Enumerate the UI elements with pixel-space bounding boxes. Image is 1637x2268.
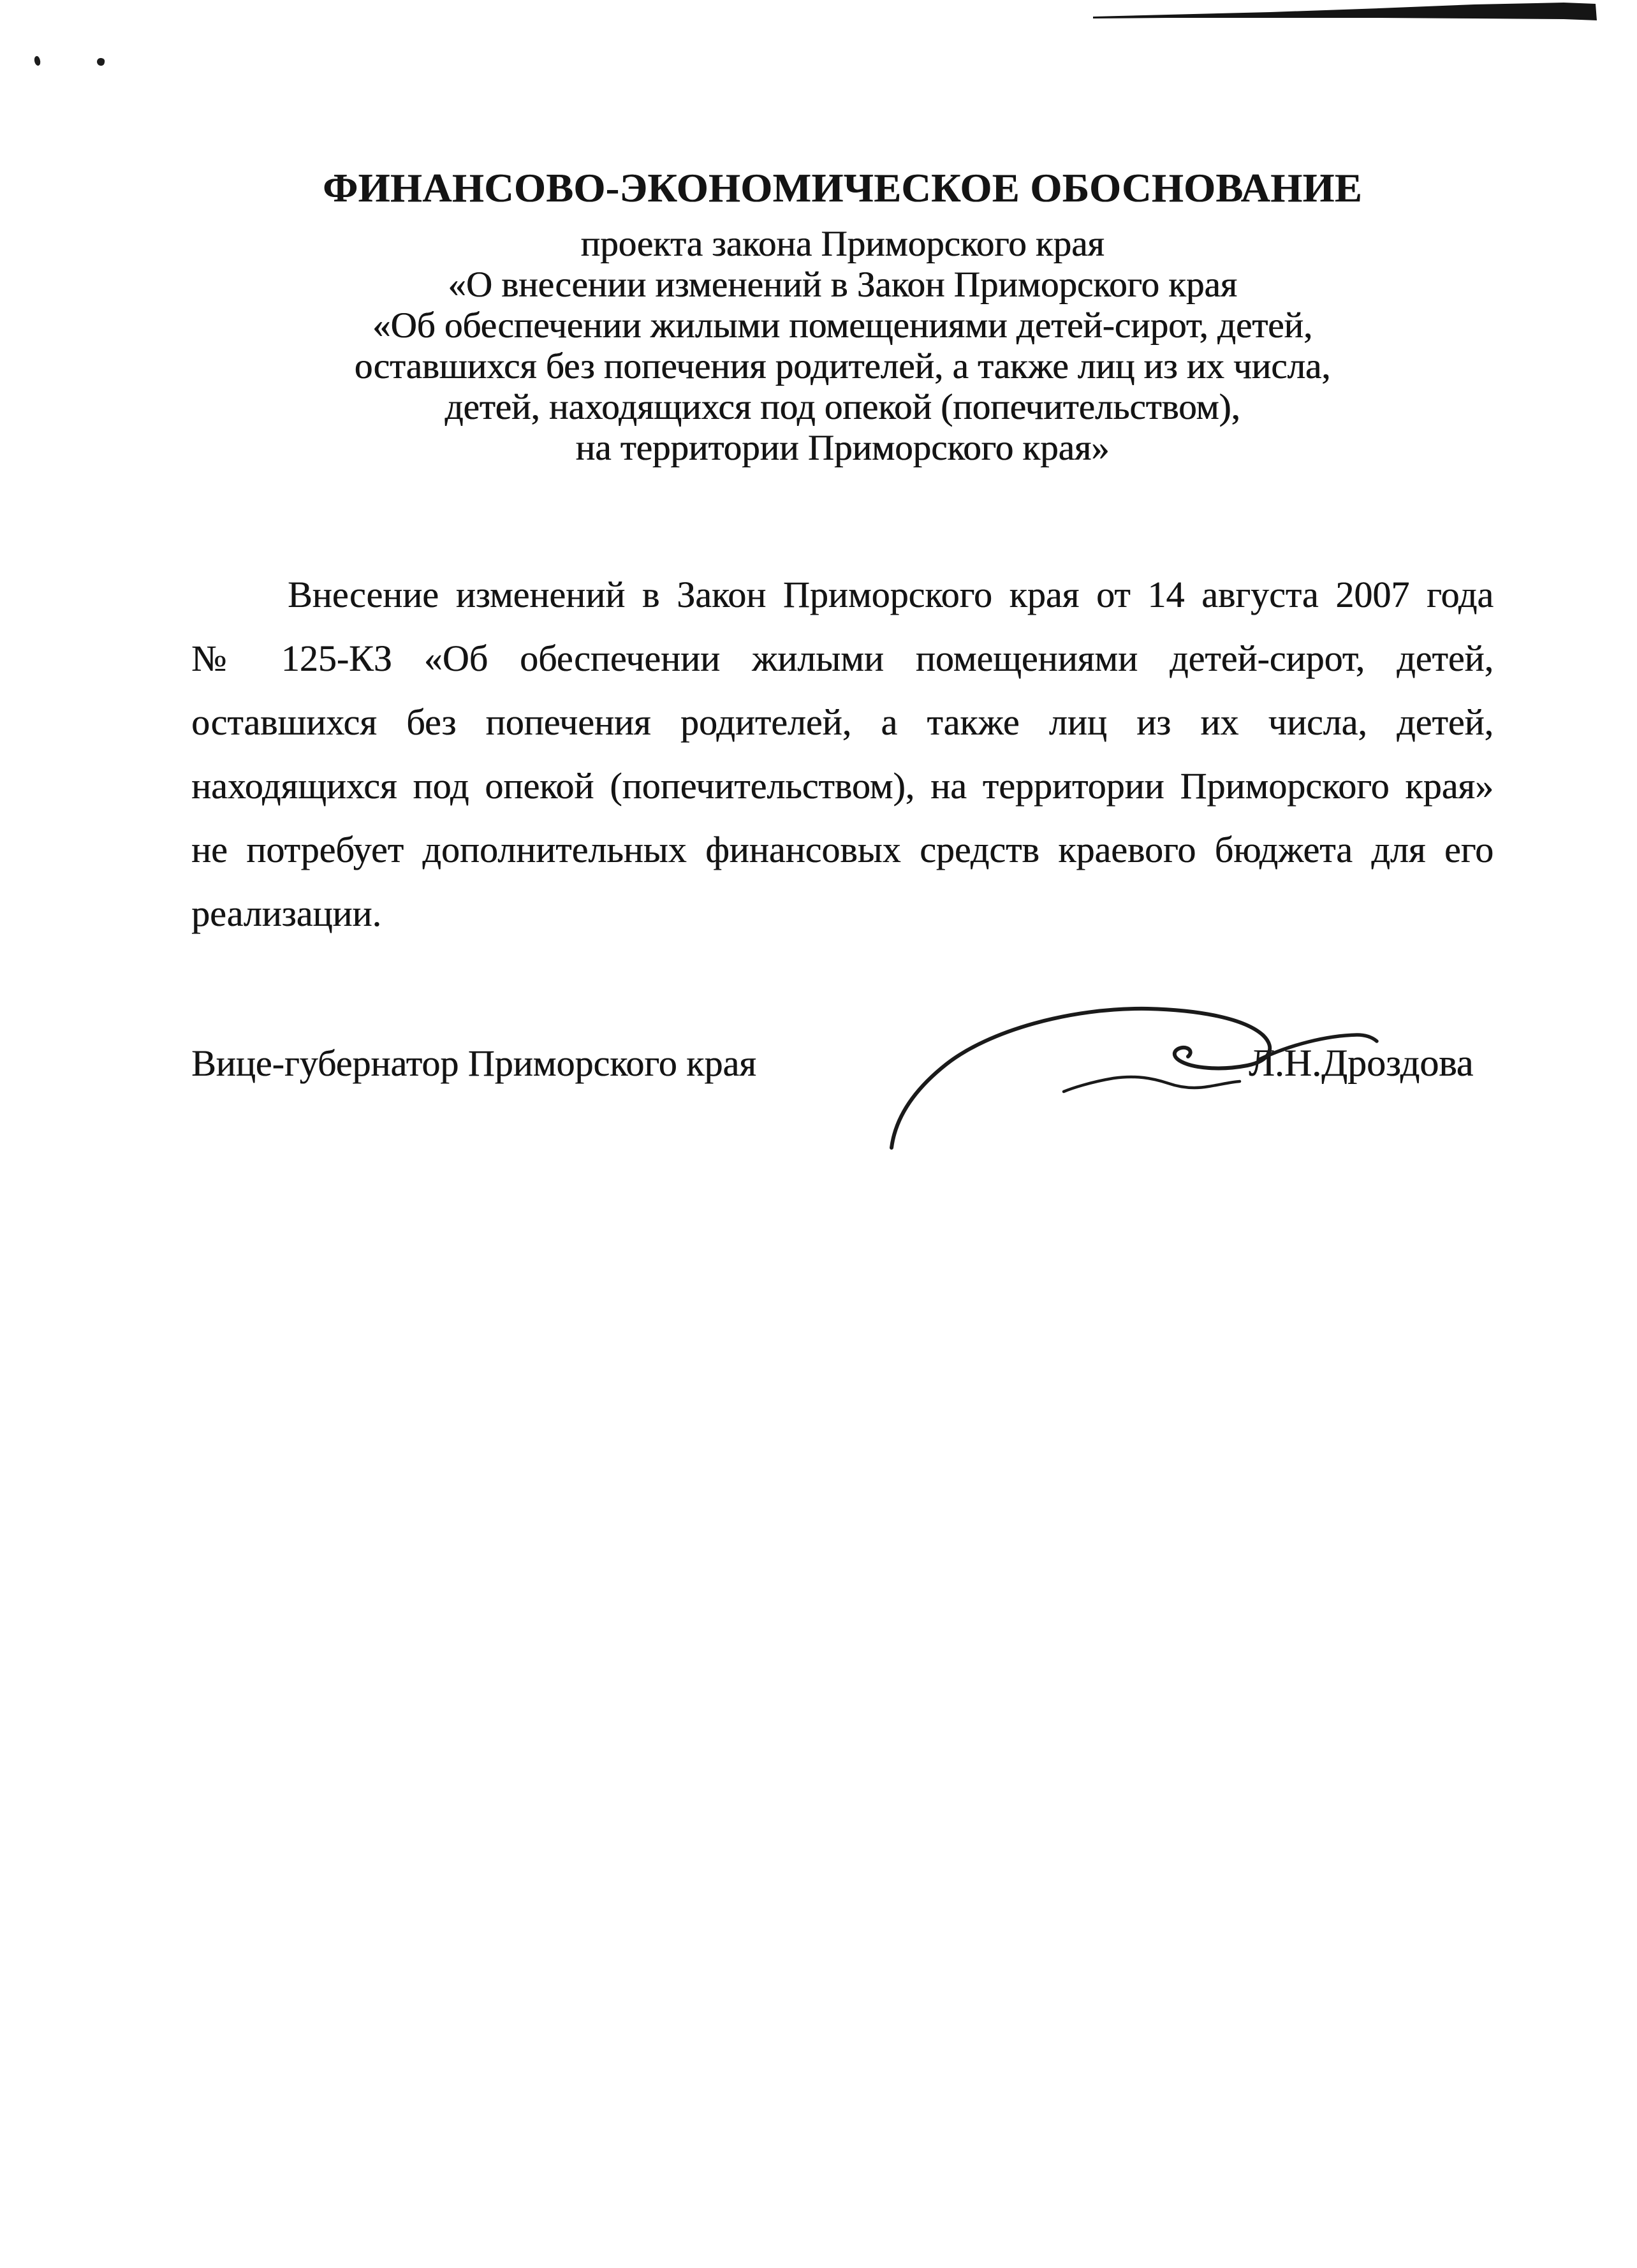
subtitle-line: на территории Приморского края» <box>575 428 1110 468</box>
body-line: оставшихся без попечения родителей, а также лиц из их числа, детей, <box>191 701 1494 743</box>
signature-position-label: Вице-губернатор Приморского края <box>191 1043 756 1084</box>
scan-streak-artifact <box>1092 1 1599 25</box>
subtitle-line: оставшихся без попечения родителей, а также лиц из их числа, <box>354 346 1331 386</box>
subtitle-line: «Об обеспечении жилыми помещениями детей-сирот, детей, <box>372 305 1313 346</box>
body-line: № 125-КЗ «Об обеспечении жилыми помещениями детей-сирот, детей, <box>191 638 1494 679</box>
body-line: Внесение изменений в Закон Приморского края от 14 августа 2007 года <box>288 574 1494 615</box>
body-line: реализации. <box>191 893 381 934</box>
body-paragraph <box>191 563 1494 946</box>
document-title: ФИНАНСОВО-ЭКОНОМИЧЕСКОЕ ОБОСНОВАНИЕ <box>323 165 1362 210</box>
body-line: не потребует дополнительных финансовых средств краевого бюджета для его <box>191 829 1494 870</box>
subtitle-line: «О внесении изменений в Закон Приморского края <box>448 265 1237 305</box>
document-subtitle <box>191 224 1494 469</box>
subtitle-line: детей, находящихся под опекой (попечительством), <box>444 387 1240 427</box>
subtitle-line: проекта закона Приморского края <box>580 224 1105 264</box>
scan-speck <box>33 55 41 66</box>
scan-speck <box>96 57 105 66</box>
signature-name: Л.Н.Дроздова <box>1249 1042 1474 1084</box>
body-line: находящихся под опекой (попечительством), на территории Приморского края» <box>191 765 1494 807</box>
